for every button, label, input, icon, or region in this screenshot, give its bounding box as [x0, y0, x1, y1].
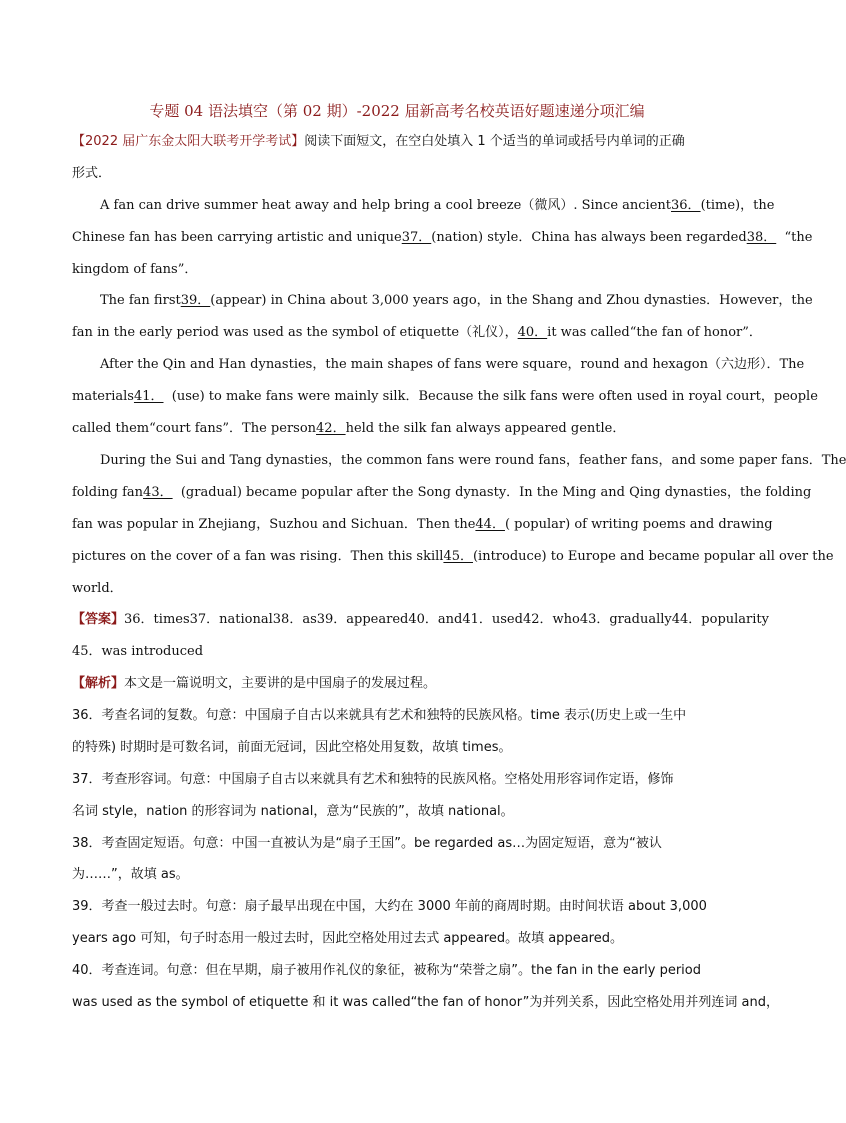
passage-line: kingdom of fans”．	[72, 262, 198, 277]
analysis-line: was used as the symbol of etiquette 和 it was called“the fan of honor”为并列关系，因此空格处用并列连词 and，	[72, 995, 779, 1010]
passage-line: fan in the early period was used as the symbol of etiquette（礼仪），40．it was called“the fan of honor”．	[72, 325, 762, 340]
blank-40: 40．	[517, 325, 548, 340]
analysis-line: 40．考查连词。句意：但在早期，扇子被用作礼仪的象征，被称为“荣誉之扇”。the fan in the early period	[72, 963, 702, 978]
answer-label: 【答案】	[72, 612, 125, 627]
passage-line: pictures on the cover of a fan was rising．Then this skill45．(introduce) to Europe and became popular all over the	[72, 549, 834, 564]
source-line	[72, 134, 724, 150]
analysis-line: 39．考查一般过去时。句意：扇子最早出现在中国，大约在 3000 年前的商周时期。由时间状语 about 3,000	[72, 899, 707, 914]
passage-line: Chinese fan has been carrying artistic and unique37．(nation) style．China has always been regarded38． “the	[72, 230, 813, 245]
blank-41: 41．	[133, 389, 164, 404]
analysis-line: 38．考查固定短语。句意：中国一直被认为是“扇子王国”。be regarded as…为固定短语，意为“被认	[72, 836, 662, 851]
passage-line: materials41． (use) to make fans were mainly silk．Because the silk fans were often used in royal court，people	[72, 389, 818, 404]
instruction-text: 阅读下面短文，在空白处填入 1 个适当的单词或括号内单词的正确	[304, 134, 685, 149]
passage-line: fan was popular in Zhejiang，Suzhou and Sichuan．Then the44．( popular) of writing poems and drawing	[72, 517, 773, 532]
passage-line: folding fan43． (gradual) became popular after the Song dynasty．In the Ming and Qing dynasties，the folding	[72, 485, 812, 500]
passage-line: During the Sui and Tang dynasties，the common fans were round fans，feather fans，and some paper fans．The	[100, 453, 846, 468]
blank-36: 36．	[671, 198, 701, 213]
blank-44: 44．	[475, 517, 505, 532]
blank-38: 38．	[746, 230, 777, 245]
source-tag: 【2022 届广东金太阳大联考开学考试】	[72, 134, 305, 149]
answer-line	[72, 612, 769, 628]
answer-line: 45．was introduced	[72, 644, 204, 659]
analysis-line: 37．考查形容词。句意：中国扇子自古以来就具有艺术和独特的民族风格。空格处用形容词作定语，修饰	[72, 772, 674, 787]
blank-45: 45．	[443, 549, 473, 564]
analysis-line: 名词 style，nation 的形容词为 national，意为“民族的”，故填 national。	[72, 804, 514, 819]
blank-42: 42．	[316, 421, 346, 436]
analysis-intro: 【解析】本文是一篇说明文，主要讲的是中国扇子的发展过程。	[72, 676, 437, 691]
blank-43: 43．	[143, 485, 173, 500]
analysis-line: 为……”，故填 as。	[72, 867, 189, 882]
analysis-line: 的特殊) 时期时是可数名词，前面无冠词，因此空格处用复数，故填 times。	[72, 740, 512, 755]
passage-line: A fan can drive summer heat away and help bring a cool breeze（微风）. Since ancient36．(time)，the	[100, 198, 775, 213]
analysis-line: 36．考查名词的复数。句意：中国扇子自古以来就具有艺术和独特的民族风格。time 表示(历史上或一生中	[72, 708, 687, 723]
instruction-text-cont: 形式．	[72, 166, 112, 181]
passage-line: After the Qin and Han dynasties，the main shapes of fans were square，round and hexagon（六边形）．The	[100, 357, 805, 372]
passage-line: world．	[72, 581, 123, 596]
passage-line: called them“court fans”．The person42．held the silk fan always appeared gentle．	[72, 421, 626, 436]
analysis-label: 【解析】	[72, 676, 125, 691]
passage-line: The fan first39．(appear) in China about 3,000 years ago，in the Shang and Zhou dynasties．However，the	[100, 293, 813, 308]
blank-37: 37．	[401, 230, 432, 245]
blank-39: 39．	[180, 293, 211, 308]
analysis-line: years ago 可知，句子时态用一般过去时，因此空格处用过去式 appeared。故填 appeared。	[72, 931, 623, 946]
answer-text: 36．times37．national38．as39．appeared40．and41．used42．who43．gradually44．popularity	[124, 612, 769, 627]
page-title: 专题 04 语法填空（第 02 期）-2022 届新高考名校英语好题速递分项汇编	[149, 102, 645, 120]
